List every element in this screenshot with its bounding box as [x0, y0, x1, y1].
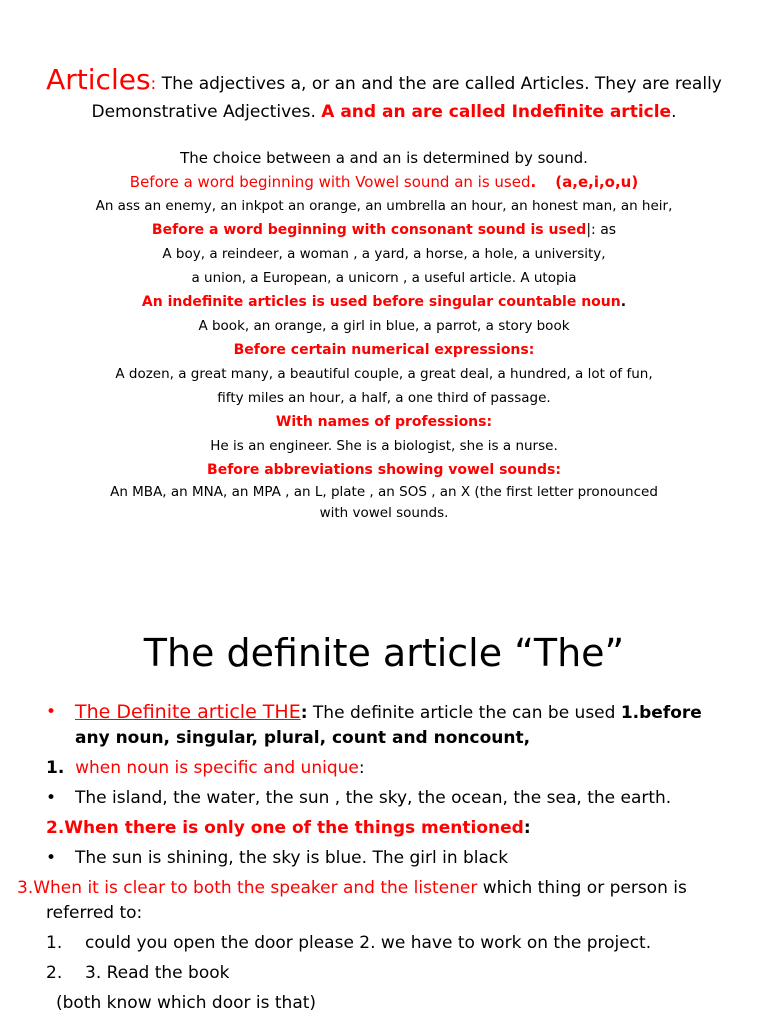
intro-end: .: [671, 102, 677, 122]
definite-article-body: [17, 700, 736, 1021]
definite-article-link[interactable]: The Definite article THE: [75, 701, 301, 723]
definition-colon: :: [300, 703, 308, 723]
vowel-list: (a,e,i,o,u): [555, 173, 639, 191]
rule-only-one: [46, 816, 736, 841]
vowel-rule: Before a word beginning with Vowel sound an is used: [129, 173, 531, 191]
articles-colon: :: [150, 74, 157, 94]
singular-dot: .: [620, 294, 627, 310]
numbered-item-1-text: could you open the door please 2. we have to work on the project.: [85, 933, 652, 953]
indefinite-definition: A and an are called Indefinite article: [321, 102, 672, 122]
rule-number: 1.: [46, 758, 65, 778]
abbreviations-examples: An MBA, an MNA, an MPA , an L, plate , an SOS , an X (the first letter pronounced with vowel sounds.: [110, 484, 658, 521]
note-line: (both know which door is that): [56, 993, 317, 1013]
intro-text: The adjectives a, or an and the are called Articles. They are really Demonstrative Adjectives.: [91, 74, 722, 122]
slide-title: The definite article “The”: [143, 631, 625, 675]
choice-line: The choice between a and an is determined by sound.: [180, 149, 588, 167]
bullet-icon: •: [46, 788, 57, 808]
rule-specific-colon: :: [358, 758, 365, 778]
abbreviations-rule: Before abbreviations showing vowel sounds:: [207, 462, 561, 478]
singular-examples: A book, an orange, a girl in blue, a parrot, a story book: [198, 318, 570, 334]
numerical-rule: Before certain numerical expressions:: [233, 342, 535, 358]
examples-2-text: The sun is shining, the sky is blue. The girl in black: [75, 848, 509, 868]
consonant-examples-1: A boy, a reindeer, a woman , a yard, a horse, a hole, a university,: [162, 246, 606, 262]
bullet-item-examples-2: [46, 846, 736, 871]
slide-definite-article: [0, 560, 768, 1024]
rule-clear-both: [17, 876, 736, 926]
consonant-rule: Before a word beginning with consonant sound is used: [151, 222, 587, 238]
definition-bold: 1.before any noun, singular, plural, count and noncount,: [75, 703, 702, 748]
vowel-rule-dot: .: [530, 173, 537, 191]
bullet-icon: •: [46, 848, 57, 868]
rule-clear-both-text: which thing or person is referred to:: [46, 878, 687, 923]
singular-rule-line: [20, 290, 748, 314]
examples-1-text: The island, the water, the sun , the sky, the ocean, the sea, the earth.: [75, 788, 672, 808]
professions-rule: With names of professions:: [275, 414, 493, 430]
articles-heading: Articles: [46, 63, 151, 96]
bullet-item-examples-1: [46, 786, 736, 811]
singular-rule: An indefinite articles is used before singular countable noun: [141, 294, 621, 310]
numerical-examples-1: A dozen, a great many, a beautiful couple, a great deal, a hundred, a lot of fun,: [115, 366, 653, 382]
bullet-item-definition: [46, 700, 736, 751]
rule-specific-text: when noun is specific and unique: [75, 758, 359, 778]
consonant-rule-line: [20, 218, 748, 242]
list-number: 1.: [46, 933, 63, 953]
rule-clear-both-red: 3.When it is clear to both the speaker and the listener: [17, 878, 478, 898]
professions-examples: He is an engineer. She is a biologist, she is a nurse.: [210, 438, 558, 454]
bullet-icon: •: [46, 702, 57, 722]
numbered-item-2-text: 3. Read the book: [85, 963, 230, 983]
rule-specific-unique: [46, 756, 736, 781]
numbered-item-1: [46, 931, 736, 956]
intro-paragraph: [40, 63, 728, 126]
consonant-examples-2: a union, a European, a unicorn , a useful article. A utopia: [191, 270, 577, 286]
definition-text: The definite article the can be used: [307, 703, 621, 723]
list-number: 2.: [46, 963, 63, 983]
numerical-examples-2: fifty miles an hour, a half, a one third of passage.: [217, 390, 551, 406]
rule-only-one-colon: :: [523, 818, 531, 838]
rules-list: [20, 146, 748, 524]
consonant-tail: |: as: [586, 222, 617, 238]
numbered-item-2: [46, 961, 736, 986]
vowel-examples: An ass an enemy, an inkpot an orange, an umbrella an hour, an honest man, an heir,: [95, 198, 673, 214]
vowel-rule-line: [20, 170, 748, 194]
rule-only-one-text: 2.When there is only one of the things mentioned: [46, 818, 524, 838]
